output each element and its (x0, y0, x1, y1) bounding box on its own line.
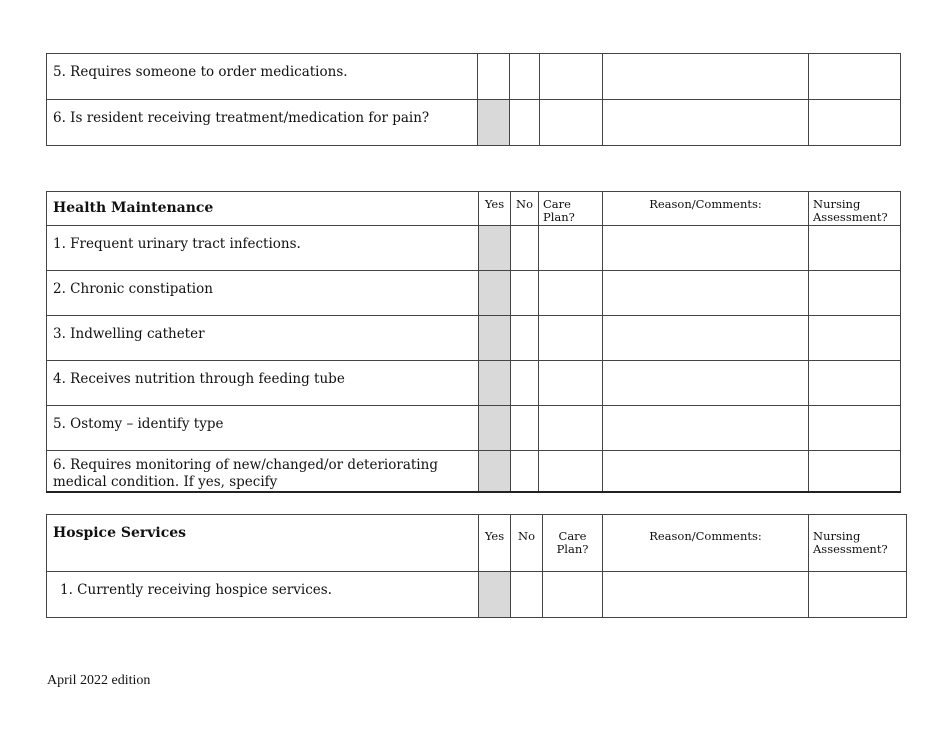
nursing-assessment-cell[interactable] (809, 406, 901, 451)
no-header: No (511, 192, 539, 226)
yes-cell[interactable] (479, 226, 511, 271)
question-text: 4. Receives nutrition through feeding tube (47, 361, 479, 406)
no-cell[interactable] (511, 451, 539, 493)
no-cell[interactable] (511, 271, 539, 316)
nursing-assessment-cell[interactable] (809, 226, 901, 271)
reason-comments-cell[interactable] (603, 572, 809, 618)
question-text: 1. Currently receiving hospice services. (47, 572, 479, 618)
reason-comments-header: Reason/Comments: (603, 515, 809, 572)
no-cell[interactable] (511, 316, 539, 361)
nursing-assessment-cell[interactable] (809, 572, 907, 618)
reason-comments-cell[interactable] (603, 100, 809, 146)
no-cell[interactable] (510, 100, 540, 146)
yes-cell[interactable] (479, 316, 511, 361)
no-cell[interactable] (511, 572, 543, 618)
nursing-assessment-cell[interactable] (809, 54, 901, 100)
yes-cell[interactable] (478, 100, 510, 146)
care-plan-cell[interactable] (539, 316, 603, 361)
hospice-services-table (46, 514, 907, 618)
health-maintenance-table (46, 191, 901, 493)
table-row (47, 271, 901, 316)
table-row (47, 100, 901, 146)
question-text: 5. Ostomy – identify type (47, 406, 479, 451)
nursing-assessment-cell[interactable] (809, 316, 901, 361)
no-cell[interactable] (511, 226, 539, 271)
no-cell[interactable] (511, 406, 539, 451)
yes-cell[interactable] (479, 572, 511, 618)
yes-cell[interactable] (479, 361, 511, 406)
nursing-assessment-header: Nursing Assessment? (809, 192, 901, 226)
question-text: 6. Requires monitoring of new/changed/or deteriorating medical condition. If yes, specify (47, 451, 479, 493)
nursing-assessment-header: Nursing Assessment? (809, 515, 907, 572)
reason-comments-cell[interactable] (603, 226, 809, 271)
reason-comments-header: Reason/Comments: (603, 192, 809, 226)
table-header-row (47, 515, 907, 572)
no-cell[interactable] (511, 361, 539, 406)
reason-comments-cell[interactable] (603, 361, 809, 406)
medications-table (46, 53, 901, 146)
care-plan-cell[interactable] (539, 406, 603, 451)
reason-comments-cell[interactable] (603, 316, 809, 361)
table-row (47, 451, 901, 493)
edition-footer: April 2022 edition (47, 673, 151, 688)
yes-header: Yes (479, 515, 511, 572)
no-header: No (511, 515, 543, 572)
table-header-row (47, 192, 901, 226)
care-plan-cell[interactable] (539, 271, 603, 316)
nursing-assessment-cell[interactable] (809, 271, 901, 316)
nursing-assessment-cell[interactable] (809, 100, 901, 146)
yes-cell[interactable] (479, 271, 511, 316)
section-title: Hospice Services (47, 515, 479, 572)
reason-comments-cell[interactable] (603, 271, 809, 316)
question-text: 5. Requires someone to order medications. (47, 54, 478, 100)
table-row (47, 361, 901, 406)
reason-comments-cell[interactable] (603, 54, 809, 100)
question-text: 2. Chronic constipation (47, 271, 479, 316)
table-row (47, 316, 901, 361)
question-text: 3. Indwelling catheter (47, 316, 479, 361)
no-cell[interactable] (510, 54, 540, 100)
care-plan-header: Care Plan? (539, 192, 603, 226)
care-plan-cell[interactable] (539, 361, 603, 406)
table-row (47, 54, 901, 100)
care-plan-cell[interactable] (540, 100, 603, 146)
nursing-assessment-cell[interactable] (809, 361, 901, 406)
question-text: 6. Is resident receiving treatment/medication for pain? (47, 100, 478, 146)
care-plan-cell[interactable] (539, 451, 603, 493)
care-plan-cell[interactable] (540, 54, 603, 100)
yes-cell[interactable] (479, 451, 511, 493)
table-row (47, 406, 901, 451)
question-text: 1. Frequent urinary tract infections. (47, 226, 479, 271)
care-plan-cell[interactable] (539, 226, 603, 271)
table-row (47, 226, 901, 271)
reason-comments-cell[interactable] (603, 406, 809, 451)
table-row (47, 572, 907, 618)
yes-header: Yes (479, 192, 511, 226)
yes-cell[interactable] (478, 54, 510, 100)
yes-cell[interactable] (479, 406, 511, 451)
reason-comments-cell[interactable] (603, 451, 809, 493)
section-title: Health Maintenance (47, 192, 479, 226)
care-plan-header: Care Plan? (543, 515, 603, 572)
care-plan-cell[interactable] (543, 572, 603, 618)
nursing-assessment-cell[interactable] (809, 451, 901, 493)
